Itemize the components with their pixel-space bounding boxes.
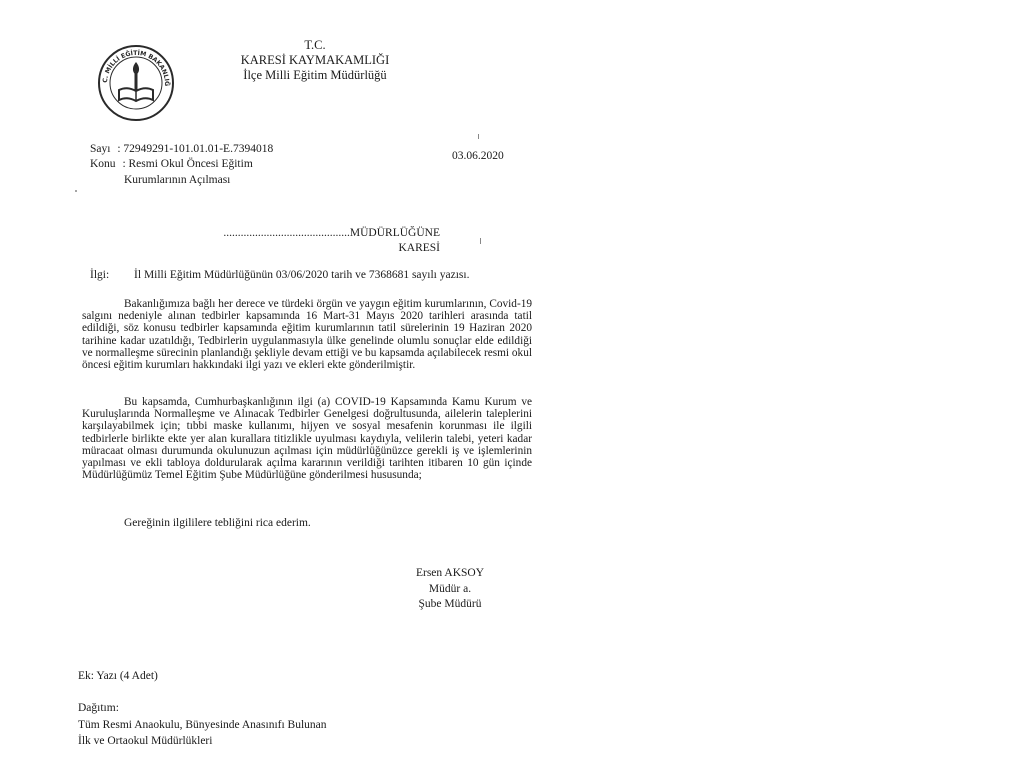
distribution-line-2: İlk ve Ortaokul Müdürlükleri	[78, 735, 213, 747]
sayi-row	[90, 142, 273, 157]
document-date: 03.06.2020	[452, 150, 504, 162]
signer-name: Ersen AKSOY	[415, 567, 485, 579]
closing-line: Gereğinin ilgililere tebliğini rica ederim.	[124, 517, 311, 529]
signature-block	[405, 566, 495, 613]
addressee-line1: ............................................MÜDÜRLÜĞÜNE	[223, 227, 440, 239]
letterhead-line-tc: T.C.	[304, 38, 326, 52]
letterhead	[240, 38, 390, 83]
konu-row	[90, 157, 253, 172]
svg-text:T.C. MİLLİ EĞİTİM BAKANLIĞI: C. MİLLİ EĞİTİM BAKANLIĞ	[101, 49, 171, 87]
sayi-label: Sayı	[90, 143, 111, 155]
ilgi-label: İlgi:	[90, 269, 110, 281]
scan-speck	[75, 190, 77, 192]
paragraph-1-text: Bakanlığımıza bağlı her derece ve türdeki örgün ve yaygın eğitim kurumlarının, Covid-19 salgını nedeniyle alınan tedbirler kapsamında 16 Mart-31 Mayıs 2020 tarihleri arasında tatil edildiği, söz konusu tedbirler kapsamında eğitim kurumlarının tatil sürelerinin 19 Haziran 2020 tarihine kadar uzatıldığı, Tedbirlerin uygulanmasıyla ülke genelinde olumlu sonuçlar elde edildiği ve normalleşme sürecinin planlandığı şekliyle devam ettiği ve bu kapsamda açılabilecek resmi okul öncesi eğitim kurumları hakkındaki ilgi yazı ve ekleri ekte gönderilmiştir.	[82, 298, 532, 372]
scan-speck	[478, 134, 479, 139]
sayi-value: : 72949291-101.01.01-E.7394018	[117, 143, 274, 155]
ministry-seal-logo	[95, 40, 177, 122]
paragraph-2-text: Bu kapsamda, Cumhurbaşkanlığının ilgi (a) COVID-19 Kapsamında Kamu Kurum ve Kuruluşlarında Normalleşme ve Alınacak Tedbirler Genelgesi doğrultusunda, ailelerin taleplerini karşılayabilmek için; tıbbi maske kullanımı, hijyen ve sosyal mesafenin korunması ile ilgili tedbirlerle birlikte ekte yer alan kurallara titizlikle uyulması kaydıyla, velilerin talebi, yeteri kadar müracaat olması durumunda okulunuzun açılması için müdürlüğünüzce gerekli iş ve işlemlerinin yapılması ve ekli tabloya doldurularak açılma kararının verildiği tarihten itibaren 10 gün içinde Müdürlüğümüz Temel Eğitim Şube Müdürlüğüne gönderilmesi hususunda;	[82, 396, 532, 482]
distribution-line-1: Tüm Resmi Anaokulu, Bünyesinde Anasınıfı Bulunan	[78, 719, 327, 731]
signer-title-1: Müdür a.	[428, 582, 472, 595]
scan-speck	[480, 238, 481, 244]
distribution-label: Dağıtım:	[78, 702, 119, 714]
konu-label: Konu	[90, 158, 116, 170]
letterhead-line-mudurluk: İlçe Milli Eğitim Müdürlüğü	[243, 68, 387, 82]
body-paragraph-1	[82, 298, 532, 371]
attachment-line: Ek: Yazı (4 Adet)	[78, 670, 158, 682]
letterhead-line-kaymakamlik: KARESİ KAYMAKAMLIĞI	[240, 53, 390, 67]
body-paragraph-2	[82, 396, 532, 481]
ilgi-row	[90, 268, 469, 283]
addressee-line2: KARESİ	[398, 242, 440, 254]
konu-value-line1: : Resmi Okul Öncesi Eğitim	[122, 158, 253, 170]
ilgi-text: İl Milli Eğitim Müdürlüğünün 03/06/2020 tarih ve 7368681 sayılı yazısı.	[134, 269, 470, 281]
konu-value-line2: Kurumlarının Açılması	[124, 174, 231, 186]
addressee	[195, 226, 440, 256]
seal-icon	[95, 40, 177, 122]
signer-title-2: Şube Müdürü	[418, 598, 482, 610]
